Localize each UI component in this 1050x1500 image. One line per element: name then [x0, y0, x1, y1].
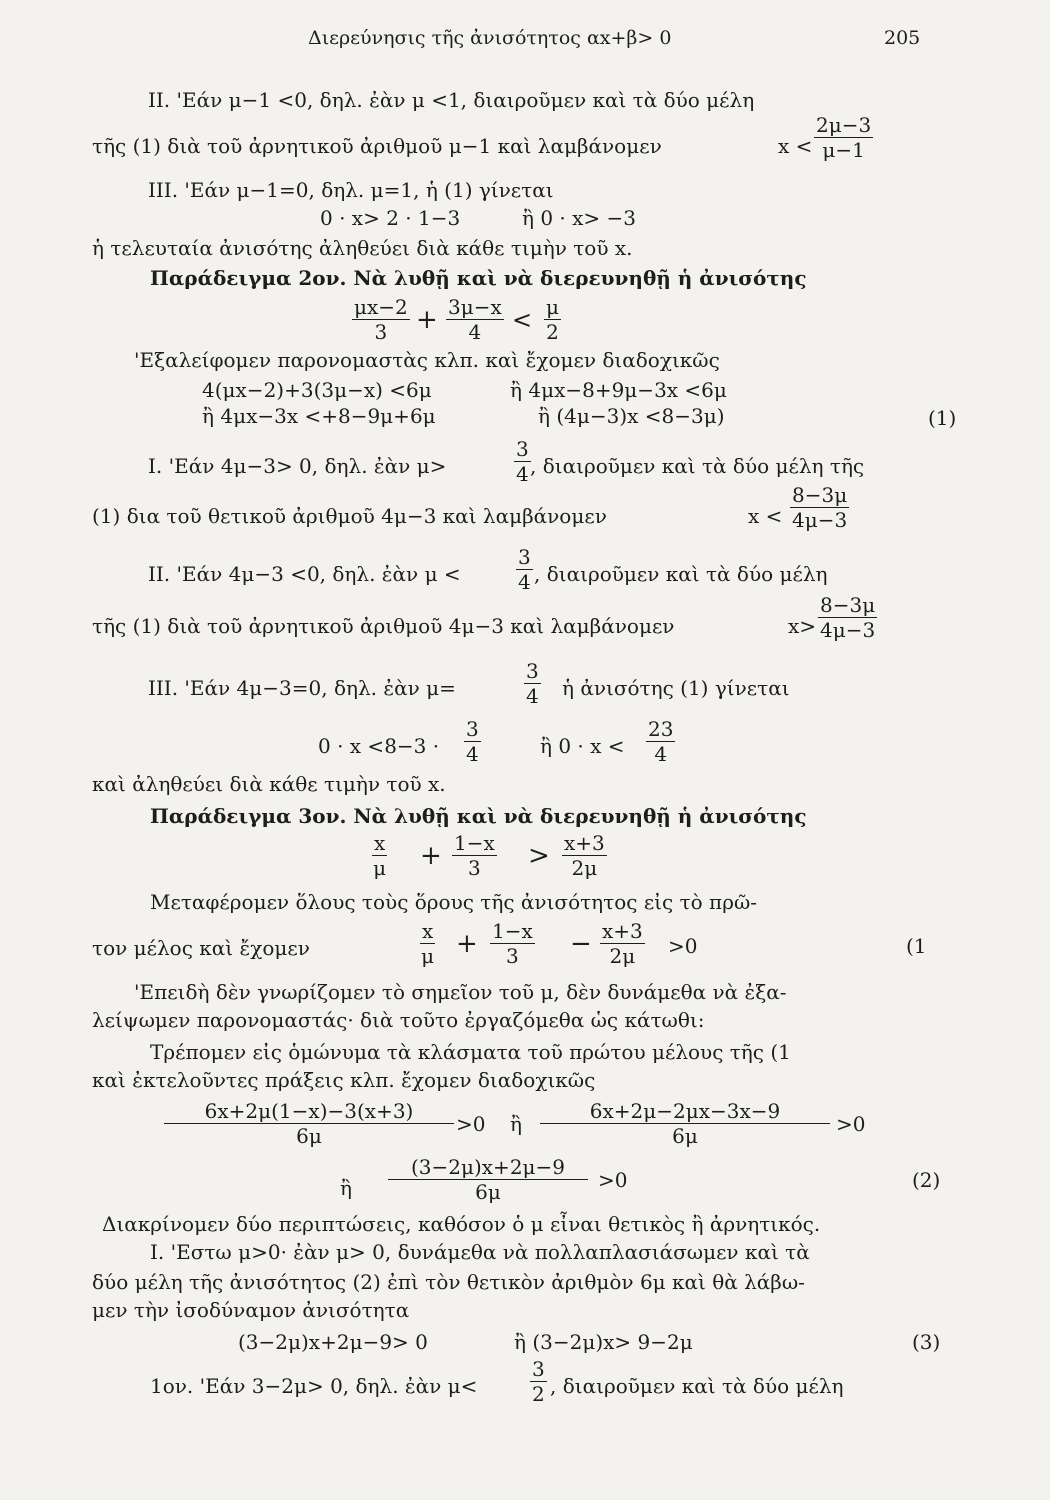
text-line: II. 'Εάν 4μ−3 <0, δηλ. ἐὰν μ < [148, 562, 461, 586]
equation: ἢ 4μx−8+9μ−3x <6μ [510, 378, 727, 402]
equation-number: (3) [912, 1330, 941, 1354]
text-line: Μεταφέρομεν ὅλους τοὺς ὅρους τῆς ἀνισότητος εἰς τὸ πρῶ- [150, 890, 758, 914]
running-header: Διερεύνησις τῆς ἀνισότητος αx+β> 0 [308, 27, 672, 49]
fraction: $\frac{x}{\mu}$ [421, 919, 435, 968]
math-symbol: >0 [668, 934, 698, 958]
text-line: I. 'Εστω μ>0· ἐὰν μ> 0, δυνάμεθα νὰ πολλαπλασιάσωμεν καὶ τὰ [150, 1240, 810, 1264]
equation: ἢ (3−2μ)x> 9−2μ [514, 1330, 693, 1354]
fraction: $\frac{6x+2\mu-2\mu x-3x-9}{6\mu}$ [540, 1100, 830, 1147]
math-symbol: >0 [836, 1112, 866, 1136]
text-line: ἡ τελευταία ἀνισότης ἀληθεύει διὰ κάθε τιμὴν τοῦ x. [92, 236, 633, 260]
math-symbol: >0 [598, 1168, 628, 1192]
text-line: 'Εξαλείφομεν παρονομαστὰς κλπ. καὶ ἔχομεν διαδοχικῶς [134, 348, 720, 372]
fraction: $\frac{23}{4}$ [648, 717, 674, 766]
fraction: $\frac{8-3\mu}{4\mu-3}$ [792, 483, 848, 532]
equation: ἢ 0 · x < [540, 734, 625, 758]
example-heading: Παράδειγμα 3ον. Νὰ λυθῇ καὶ νὰ διερευνηθῇ ἡ ἀνισότης [150, 804, 807, 828]
text-line: ἡ ἀνισότης (1) γίνεται [562, 676, 790, 700]
fraction: $\frac{3}{4}$ [518, 545, 531, 594]
math-symbol: ἢ [340, 1176, 352, 1200]
fraction: $\frac{x+3}{2\mu}$ [602, 919, 643, 968]
text-line: 1ον. 'Εάν 3−2μ> 0, δηλ. ἐὰν μ< [150, 1374, 478, 1398]
fraction: $\frac{(3-2\mu)x+2\mu-9}{6\mu}$ [388, 1156, 588, 1203]
text-line: καὶ ἐκτελοῦντες πράξεις κλπ. ἔχομεν διαδοχικῶς [92, 1068, 596, 1092]
fraction: $\frac{3}{4}$ [516, 437, 529, 486]
fraction: $\frac{1-x}{3}$ [454, 831, 495, 880]
equation: 4(μx−2)+3(3μ−x) <6μ [202, 378, 432, 402]
text-line: τῆς (1) διὰ τοῦ ἀρνητικοῦ ἀριθμοῦ μ−1 καὶ λαμβάνομεν [92, 134, 662, 158]
math-symbol: + [420, 841, 442, 871]
equation-number: (2) [912, 1168, 941, 1192]
text-line: , διαιροῦμεν καὶ τὰ δύο μέλη [534, 562, 828, 586]
equation: ἢ 0 · x> −3 [522, 206, 637, 230]
math-symbol: − [570, 929, 592, 959]
text-line: λείψωμεν παρονομαστάς· διὰ τοῦτο ἐργαζόμεθα ὡς κάτωθι: [92, 1008, 705, 1032]
math-symbol: x < [778, 134, 813, 158]
text-line: , διαιροῦμεν καὶ τὰ δύο μέλη τῆς [530, 454, 865, 478]
fraction: $\frac{\mu x-2}{3}$ [354, 295, 408, 344]
text-line: , διαιροῦμεν καὶ τὰ δύο μέλη [550, 1374, 844, 1398]
fraction: $\frac{3}{2}$ [532, 1357, 545, 1406]
equation: 0 · x <8−3 · [318, 734, 440, 758]
equation-number: (1 [906, 934, 927, 958]
equation: (3−2μ)x+2μ−9> 0 [238, 1330, 428, 1354]
math-symbol: ἢ [510, 1112, 522, 1136]
fraction: $\frac{1-x}{3}$ [492, 919, 533, 968]
fraction: $\frac{3}{4}$ [466, 717, 479, 766]
math-symbol: + [456, 929, 478, 959]
page-number: 205 [884, 27, 921, 49]
text-line: μεν τὴν ἰσοδύναμον ἀνισότητα [92, 1298, 410, 1322]
text-line: (1) δια τοῦ θετικοῦ ἀριθμοῦ 4μ−3 καὶ λαμβάνομεν [92, 504, 607, 528]
math-symbol: > [528, 841, 550, 871]
fraction: $\frac{\mu}{2}$ [546, 295, 559, 344]
equation-number: (1) [928, 406, 957, 430]
equation: ἢ (4μ−3)x <8−3μ) [538, 404, 725, 428]
fraction: $\frac{2\mu-3}{\mu-1}$ [816, 113, 872, 162]
text-line: II. 'Εάν μ−1 <0, δηλ. ἐὰν μ <1, διαιροῦμεν καὶ τὰ δύο μέλη [148, 88, 755, 112]
text-line: καὶ ἀληθεύει διὰ κάθε τιμὴν τοῦ x. [92, 772, 446, 796]
text-line: τον μέλος καὶ ἔχομεν [92, 936, 310, 960]
equation: ἢ 4μx−3x <+8−9μ+6μ [202, 404, 436, 428]
math-symbol: x < [748, 504, 783, 528]
fraction: $\frac{8-3\mu}{4\mu-3}$ [820, 593, 876, 642]
math-symbol: + [416, 305, 438, 335]
fraction: $\frac{3}{4}$ [526, 659, 539, 708]
text-line: III. 'Εάν μ−1=0, δηλ. μ=1, ἡ (1) γίνεται [148, 178, 554, 202]
fraction: $\frac{6x+2\mu(1-x)-3(x+3)}{6\mu}$ [164, 1100, 454, 1147]
equation: 0 · x> 2 · 1−3 [320, 206, 461, 230]
text-line: Τρέπομεν εἰς ὁμώνυμα τὰ κλάσματα τοῦ πρώτου μέλους τῆς (1 [150, 1040, 791, 1064]
example-heading: Παράδειγμα 2ον. Νὰ λυθῇ καὶ νὰ διερευνηθῇ ἡ ἀνισότης [150, 266, 807, 290]
text-line: I. 'Εάν 4μ−3> 0, δηλ. ἐὰν μ> [148, 454, 447, 478]
math-symbol: >0 [456, 1112, 486, 1136]
fraction: $\frac{x}{\mu}$ [373, 831, 387, 880]
math-symbol: < [512, 306, 533, 334]
text-line: Διακρίνομεν δύο περιπτώσεις, καθόσον ὁ μ εἶναι θετικὸς ἢ ἀρνητικός. [102, 1212, 821, 1236]
math-symbol: x> [788, 614, 817, 638]
fraction: $\frac{x+3}{2\mu}$ [564, 831, 605, 880]
text-line: III. 'Εάν 4μ−3=0, δηλ. ἐὰν μ= [148, 676, 456, 700]
fraction: $\frac{3\mu-x}{4}$ [448, 295, 502, 344]
text-line: τῆς (1) διὰ τοῦ ἀρνητικοῦ ἀριθμοῦ 4μ−3 καὶ λαμβάνομεν [92, 614, 675, 638]
text-line: 'Επειδὴ δὲν γνωρίζομεν τὸ σημεῖον τοῦ μ, δὲν δυνάμεθα νὰ ἐξα- [134, 980, 787, 1004]
text-line: δύο μέλη τῆς ἀνισότητος (2) ἐπὶ τὸν θετικὸν ἀριθμὸν 6μ καὶ θὰ λάβω- [92, 1270, 805, 1294]
